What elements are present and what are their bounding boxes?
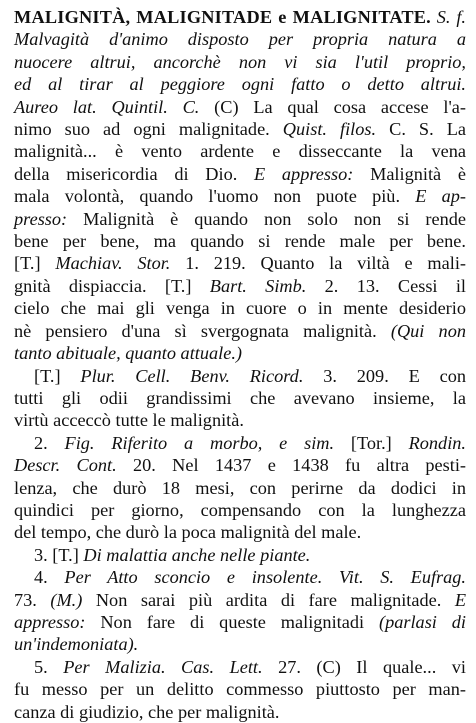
text-run: nimo suo ad ogni malignitade. <box>14 119 283 140</box>
entry-line <box>14 208 466 230</box>
text-run: 20. Nel 1437 e 1438 fu altra pesti- <box>116 455 466 476</box>
entry-line <box>14 633 466 655</box>
italic-text: Plur. Cell. Benv. Ricord. <box>80 365 304 386</box>
text-run: della misericordia di Dio. <box>14 163 255 184</box>
entry-line <box>14 163 466 185</box>
entry-line <box>14 365 466 387</box>
italic-text: un'indemoniata). <box>14 634 139 655</box>
entry-line <box>14 342 466 364</box>
entry-line <box>14 28 466 50</box>
text-run: Non fare di queste malignitadi <box>85 611 379 632</box>
italic-text: Malvagità d'animo disposto per propria natura a <box>14 29 466 50</box>
entry-line <box>14 118 466 140</box>
entry-line <box>14 320 466 342</box>
italic-text: presso: <box>14 208 68 229</box>
italic-text: appresso: <box>14 611 86 632</box>
text-run: 3. 209. E con <box>303 365 466 386</box>
italic-text: Descr. Cont. <box>14 455 117 476</box>
italic-text: E <box>454 589 466 610</box>
italic-text: Machiav. Stor. <box>55 253 171 274</box>
text-run: Non sarai più ardita di fare malignitade. <box>82 589 455 610</box>
entry-line <box>14 297 466 319</box>
italic-text: E ap- <box>415 186 467 207</box>
italic-text: (M.) <box>50 589 83 610</box>
italic-text: S. f. <box>430 7 466 27</box>
entry-line <box>14 6 466 28</box>
entry-line <box>14 611 466 633</box>
text-run: C. S. La <box>376 119 466 140</box>
text-run: 2. 13. Cessi il <box>306 275 467 296</box>
text-run: fu messo per un delitto commesso piuttosto per man- <box>14 679 466 700</box>
text-run: virtù acceccò tutte le malignità. <box>14 410 244 431</box>
italic-text: Rondin. <box>408 432 466 453</box>
text-run: [Tor.] <box>334 432 409 453</box>
entry-line <box>14 51 466 73</box>
italic-text: tanto abituale, quanto attuale.) <box>14 343 242 364</box>
entry-line <box>14 230 466 252</box>
entry-line <box>14 499 466 521</box>
entry-line <box>14 678 466 700</box>
entry-line <box>14 701 466 723</box>
text-run: 1. 219. Quanto la viltà e mali- <box>170 253 466 274</box>
headword: MALIGNITÀ, MALIGNITADE e MALIGNITATE. <box>14 7 431 27</box>
text-run: nè pensiero d'una sì svergognata malignità. <box>14 320 391 341</box>
entry-line <box>14 96 466 118</box>
entry-line <box>14 521 466 543</box>
text-run: Malignità è <box>353 163 466 184</box>
text-run: 4. <box>34 567 65 588</box>
text-run: tutti gli odii grandissimi che avevano insieme, la <box>14 387 466 408</box>
text-run: bene per bene, ma quando si rende male per bene. <box>14 231 466 252</box>
entry-line <box>14 589 466 611</box>
entry-line <box>14 454 466 476</box>
text-run: 73. <box>14 589 51 610</box>
italic-text: Quist. filos. <box>282 119 377 140</box>
text-run: [T.] <box>34 365 81 386</box>
text-run: quindici per giorno, compensando con la lunghezza <box>14 499 466 520</box>
text-run: 5. <box>34 656 64 677</box>
entry-line <box>14 656 466 678</box>
text-run: [T.] <box>14 253 56 274</box>
entry-line <box>14 432 466 454</box>
entry-line <box>14 275 466 297</box>
entry-line <box>14 252 466 274</box>
text-run: 3. [T.] <box>34 544 84 565</box>
italic-text: Per Malizia. Cas. Lett. <box>63 656 263 677</box>
text-run: malignità... è vento ardente e disseccante la vena <box>14 141 466 162</box>
italic-text: (Qui non <box>390 320 466 341</box>
italic-text: (parlasi di <box>378 611 467 632</box>
italic-text: nuocere altrui, ancorchè non vi sia l'util proprio, <box>14 51 466 72</box>
text-run: Malignità è quando non solo non si rende <box>67 208 466 229</box>
text-run: 2. <box>34 432 65 453</box>
text-run: mala volontà, quando l'uomo non puote più. <box>14 186 416 207</box>
italic-text: Di malattia anche nelle piante. <box>83 544 311 565</box>
entry-line <box>14 387 466 409</box>
text-run: 27. (C) Il quale... vi <box>262 656 466 677</box>
italic-text: Fig. Riferito a morbo, e sim. <box>64 432 335 453</box>
italic-text: ed al tirar al peggiore ogni fatto o detto altrui. <box>14 74 466 95</box>
text-run: (C) La qual cosa accese l'a- <box>199 96 466 117</box>
text-run: del tempo, che durò la poca malignità del male. <box>14 522 362 543</box>
entry-line <box>14 185 466 207</box>
italic-text: Per Atto sconcio e insolente. Vit. S. Eufrag. <box>64 567 467 588</box>
entry-line <box>14 73 466 95</box>
entry-line <box>14 566 466 588</box>
entry-line <box>14 140 466 162</box>
entry-line <box>14 409 466 431</box>
text-run: canza di giudizio, che per malignità. <box>14 701 280 722</box>
text-run: lenza, che durò 18 mesi, con perirne da dodici in <box>14 477 466 498</box>
text-run: gnità dispiaccia. [T.] <box>14 275 210 296</box>
entry-line <box>14 544 466 566</box>
text-run: cielo che mai gli venga in cuore o in mente desiderio <box>14 298 466 319</box>
entry-line <box>14 477 466 499</box>
italic-text: Bart. Simb. <box>209 275 307 296</box>
entry-text <box>14 6 466 723</box>
italic-text: E appresso: <box>254 163 354 184</box>
italic-text: Aureo lat. Quintil. C. <box>14 96 200 117</box>
